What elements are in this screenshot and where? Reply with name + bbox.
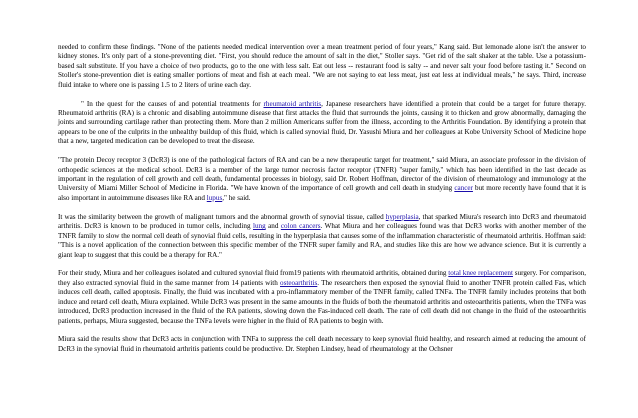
inline-link[interactable]: rheumatoid arthritis <box>263 99 322 108</box>
paragraph-text: It was the similarity between the growth of malignant tumors and the abnormal growth of synovial tissue, called <box>58 212 386 221</box>
paragraph-text: surgery. For comparison, they also extracted synovial fluid in the same manner from 14 patients with <box>58 269 586 287</box>
paragraph-text: " In the quest for the causes of and potential treatments for <box>81 99 264 108</box>
paragraph-text: ," he said. <box>222 193 251 202</box>
article-paragraph <box>58 43 586 90</box>
inline-link[interactable]: lupus <box>206 193 223 202</box>
paragraph-text: , that sparked Miura's research into DcR3 and rheumatoid arthritis. DcR3 is known to be produced in tumor cells, including <box>58 212 586 231</box>
paragraph-text: For their study, Miura and her colleagues isolated and cultured synovial fluid from19 patients with rheumatoid arthritis, obtained during <box>58 269 449 278</box>
paragraph-text: , Japanese researchers have identified a protein that could be a target for future therapy. Rheumatoid arthritis (RA) is a chronic and disabling autoimmune disease that first attacks the fluid that surrounds the joints, causing it to thicken and grow abnormally, damaging the joints and surrounding cartilage rather than protecting them. More than 2 million Americans suffer from the illness, according to the Arthritis Foundation. By identifying a protein that appears to be one of the culprits in the unhealthy buildup of this fluid, which is called synovial fluid, Dr. Yasushi Miura and her colleagues at Kobe University School of Medicine hope that a new, targeted medication can be developed to treat the disease. <box>58 99 587 146</box>
article-paragraph <box>58 100 586 147</box>
paragraph-text: needed to confirm these findings. "None of the patients needed medical intervention over a mean treatment period of four years," Kang said. But lemonade alone isn't the answer to kidney stones. It's only part of a stone-preventing diet. "First, you should reduce the amount of salt in the diet," Stoller says. "Get rid of the salt shaker at the table. Use a potassium-based salt substitute. If you have a choice of two products, go to the one with less salt. Eat out less -- restaurant food is salty -- and never salt your food before tasting it." Second on Stoller's stone-prevention diet is eating smaller portions of meat and fish at each meal. "We are not saying to eat less meat, just eat less at individual meals," he says. Third, increase fluid intake to where one is passing 1.5 to 2 liters of urine each day. <box>58 43 586 89</box>
inline-link[interactable]: cancer <box>454 184 473 193</box>
paragraph-text: "The protein Decoy receptor 3 (DcR3) is one of the pathological factors of RA and can be a new therapeutic target for treatment," said Miura, an associate professor in the division of orthopedic sciences at the medical school. DcR3 is a member of the large tumor necrosis factor receptor (TNFR) "super family," which has been identified in the last decade as important in the regulation of cell growth and cell death, fundamental processes in biology, said Dr. Robert Hoffman, director of the division of rheumatology and immunology at the University of Miami Miller School of Medicine in Florida. "We have known of the importance of cell growth and cell death in studying <box>58 156 586 193</box>
paragraph-text: . The researchers then exposed the synovial fluid to another TNFR protein called Fas, which induces cell death, called apoptosis. Finally, the fluid was incubated with a pro-inflammatory member of the TNFR family, called TNFa. The TNFR family includes proteins that both induce and retard cell death, Miura explained. While DcR3 was present in the same amounts in the fluids of both the rheumatoid arthritis and osteoarthritis patients, when the TNFa was introduced, DcR3 production increased in the fluid of the RA patients, slowing down the Fas-induced cell death. The rate of cell death did not change in the fluid of the osteoarthritis patients, perhaps, Miura suggested, because the TNFa levels were higher in the fluid of RA patients to begin with. <box>58 278 586 325</box>
inline-link[interactable]: hyperplasia <box>385 212 419 221</box>
document-body <box>58 43 586 363</box>
paragraph-text: . What Miura and her colleagues found was that DcR3 works with another member of the TNFR family to slow the normal cell death of synovial fluid cells, resulting in the hyperplasia that causes some of the inflammation characteristic of rheumatoid arthritis. Hoffman said: "This is a novel application of the connection between this specific member of the TNFR super family and RA, and studies like this are how we advance science. But it is currently a giant leap to suggest that this could be a therapy for RA." <box>58 222 587 259</box>
inline-link[interactable]: colon cancers <box>280 222 321 231</box>
paragraph-text: Miura said the results show that DcR3 acts in conjunction with TNFa to suppress the cell death necessary to keep synovial fluid healthy, and research aimed at reducing the amount of DcR3 in the synovial fluid in rheumatoid arthritis patients could be productive. Dr. Stephen Lindsey, head of rheumatology at the Ochsner <box>58 335 586 353</box>
paragraph-text: but more recently have found that it is also important in autoimmune diseases like RA and <box>58 184 586 202</box>
article-paragraph <box>58 269 586 326</box>
article-paragraph <box>58 213 586 260</box>
inline-link[interactable]: osteoarthritis <box>280 278 318 287</box>
article-paragraph <box>58 156 586 203</box>
paragraph-text: and <box>265 222 281 231</box>
inline-link[interactable]: total knee replacement <box>448 269 513 278</box>
inline-link[interactable]: lung <box>252 222 266 231</box>
article-paragraph <box>58 335 586 354</box>
